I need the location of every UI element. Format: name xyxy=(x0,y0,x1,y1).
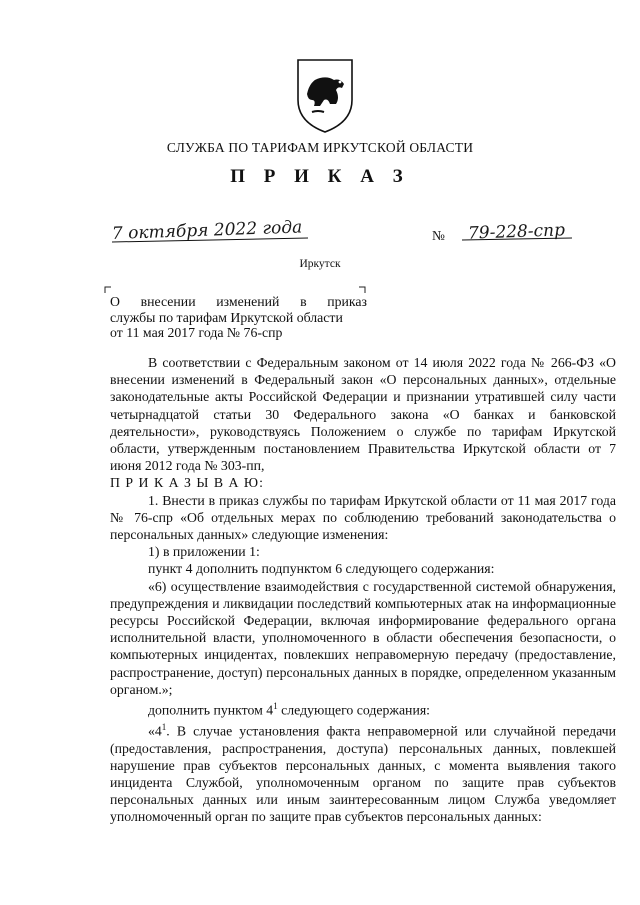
point-4-1-body: . В случае установления факта неправомерной или случайной передачи (предоставления, распространения, доступа) персональных данных, повлекшей нарушение прав субъектов персональных данных, с момента выявления такого инцидента Службой, уполномоченным органом по защите прав субъектов персональных данных или иным заинтересованным лицом Служба уведомляет уполномоченный орган по защите прав субъектов персональных данных: xyxy=(110,723,616,825)
item-1-paragraph: 1. Внести в приказ службы по тарифам Иркутской области от 11 мая 2017 года № 76-спр «Об отдельных мерах по соблюдению требований законодательства о персональных данных» следующие изменения: xyxy=(110,492,616,543)
agency-name: СЛУЖБА ПО ТАРИФАМ ИРКУТСКОЙ ОБЛАСТИ xyxy=(166,140,474,155)
title-line: О внесении изменений в приказ xyxy=(110,294,367,309)
number-handwritten: 79-228-спр xyxy=(467,220,566,244)
document-type-title: П Р И К А З xyxy=(230,166,410,187)
point-4-1-intro-tail: следующего содержания: xyxy=(277,702,431,718)
point-4-intro: пункт 4 дополнить подпунктом 6 следующего содержания: xyxy=(148,561,495,577)
number-signature xyxy=(446,222,576,246)
point-4-1-intro xyxy=(110,698,616,719)
order-title xyxy=(110,294,367,341)
city-name: Иркутск xyxy=(299,258,341,270)
date-handwritten: 7 октября 2022 года xyxy=(111,217,303,244)
number-label: № xyxy=(432,228,445,243)
date-signature xyxy=(111,217,312,248)
title-line: службы по тарифам Иркутской области xyxy=(110,309,343,325)
point-4-1-text xyxy=(110,719,616,826)
preamble-paragraph: В соответствии с Федеральным законом от 14 июля 2022 года № 266-ФЗ «О внесении изменений в Федеральный закон «О персональных данных», отдельные законодательные акты Российской Федерации и признании утратившей силу части четырнадцатой статьи 30 Федерального закона «О банках и банковской деятельности», руководствуясь Положением о службе по тарифам Иркутской области, утвержденным постановлением Правительства Иркутской области от 7 июня 2012 года № 303-пп, xyxy=(110,355,616,474)
title-bracket-right xyxy=(358,286,366,294)
superscript: 1 xyxy=(161,721,167,732)
title-bracket-left xyxy=(104,286,112,294)
coat-of-arms-emblem xyxy=(290,54,360,134)
title-line: от 11 мая 2017 года № 76-спр xyxy=(110,325,283,340)
order-body xyxy=(110,354,616,826)
point-4-text: «6) осуществление взаимодействия с государственной системой обнаружения, предупреждения и ликвидации последствий компьютерных атак на информационные ресурсы Российской Федерации, включая информирование федерального органа исполнительной власти, уполномоченного в области обеспечения безопасности, о компьютерных инцидентах, повлекших неправомерную передачу (предоставление, распространение, доступ) персональных данных в порядке, определенном указанным органом.»; xyxy=(110,578,616,697)
superscript: 1 xyxy=(273,701,278,712)
subitem-1: 1) в приложении 1: xyxy=(148,544,260,560)
orders-heading: П Р И К А З Ы В А Ю: xyxy=(110,475,264,491)
point-4-1-lead: «4 xyxy=(148,723,162,739)
point-4-1-intro-text: дополнить пунктом 4 xyxy=(148,702,274,718)
